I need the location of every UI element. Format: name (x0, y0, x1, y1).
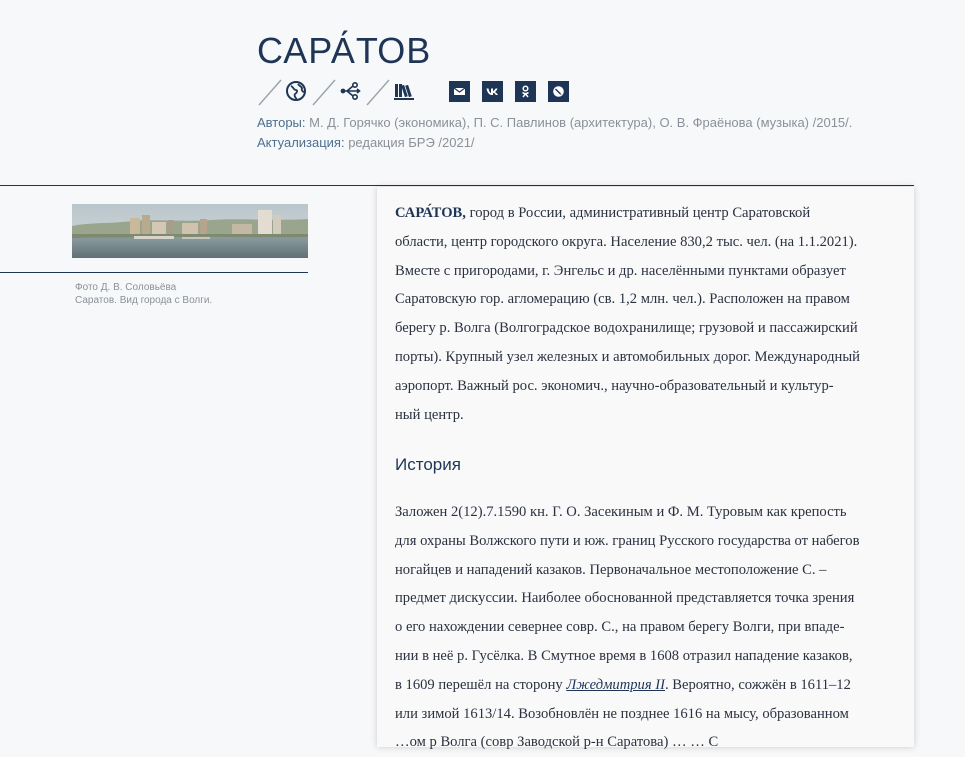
false-dmitry-link[interactable]: Лжедмитрия II (566, 676, 665, 693)
share-ok-button[interactable] (515, 81, 536, 102)
update-line (257, 133, 852, 153)
history-line: ногайцев и нападений казаков. Первоначальное местоположение С. – (395, 561, 827, 578)
tool-share[interactable] (311, 76, 361, 106)
figure-caption (75, 281, 212, 307)
tool-globe[interactable] (257, 76, 307, 106)
article-toolbar (257, 76, 581, 106)
email-icon (453, 85, 466, 98)
header-divider (0, 185, 914, 186)
intro-line: Вместе с пригородами, г. Энгельс и др. населёнными пунктами образует (395, 262, 846, 279)
divider-slash (365, 76, 391, 106)
divider-slash (311, 76, 337, 106)
article-body (377, 187, 914, 751)
history-line: о его нахождении севернее совр. С., на правом берегу Волги, при впаде- (395, 619, 845, 636)
update-text: редакция БРЭ /2021/ (344, 135, 475, 150)
globe-icon[interactable] (285, 80, 307, 102)
history-line: Заложен 2(12).7.1590 кн. Г. О. Засекиным и Ф. М. Туровым как крепость (395, 504, 847, 520)
intro-line: области, центр городского округа. Население 830,2 тыс. чел. (на 1.1.2021). (395, 233, 858, 250)
update-label: Актуализация: (257, 135, 345, 150)
history-line: предмет дискуссии. Наиболее обоснованной представляется точка зрения (395, 590, 855, 607)
history-line: нии в неё р. Гусёлка. В Смутное время в 1608 отразил нападение казаков, (395, 647, 853, 664)
history-line: или зимой 1613/14. Возобновлён не позднее 1616 на мысу, образованном (395, 705, 849, 722)
social-share (449, 81, 581, 102)
photo-credit: Фото Д. В. Соловьёва (75, 282, 177, 293)
article-title: САРА́ТОВ (257, 30, 432, 71)
share-email-button[interactable] (449, 81, 470, 102)
saratov-panorama-image (72, 204, 308, 258)
history-line: для охраны Волжского пути и юж. границ Русского государства от набегов (395, 532, 860, 549)
intro-line: Саратовскую гор. агломерацию (св. 1,2 млн. чел.). Расположен на правом (395, 291, 850, 308)
intro-line: порты). Крупный узел железных и автомобильных дорог. Международный (395, 348, 860, 365)
intro-line: аэропорт. Важный рос. экономич., научно-образовательный и культур- (395, 377, 834, 394)
figure-divider (0, 272, 308, 273)
city-photo[interactable] (72, 204, 308, 258)
library-icon[interactable] (393, 80, 415, 102)
intro-line: ный центр. (395, 406, 464, 423)
share-vk-button[interactable] (482, 81, 503, 102)
authors-text: М. Д. Горячко (экономика), П. С. Павлинов (архитектура), О. В. Фраёнова (музыка) /2015/. (305, 115, 853, 130)
authors-label: Авторы: (257, 115, 306, 130)
lead-term: САРА́ТОВ, (395, 205, 466, 221)
intro-paragraph (395, 199, 905, 429)
history-line: в 1609 перешёл на сторону Лжедмитрия II. Вероятно, сожжён в 1611–12 (395, 676, 851, 693)
history-paragraph (395, 498, 905, 757)
share-network-icon[interactable] (339, 80, 361, 102)
tool-library[interactable] (365, 76, 415, 106)
history-line: …ом р Волга (совр Заводской р-н Саратова) … … С (395, 734, 719, 751)
photo-caption: Саратов. Вид города с Волги. (75, 295, 213, 306)
intro-line: берегу р. Волга (Волгоградское водохранилище; грузовой и пассажирский (395, 320, 858, 337)
authors-line (257, 113, 852, 133)
intro-line: САРА́ТОВ, город в России, административный центр Саратовской (395, 205, 811, 221)
odnoklassniki-icon (519, 85, 532, 98)
history-heading: История (395, 455, 461, 474)
divider-slash (257, 76, 283, 106)
share-lj-button[interactable] (548, 81, 569, 102)
vk-icon (486, 85, 499, 98)
article-meta (257, 113, 852, 153)
livejournal-icon (552, 85, 565, 98)
